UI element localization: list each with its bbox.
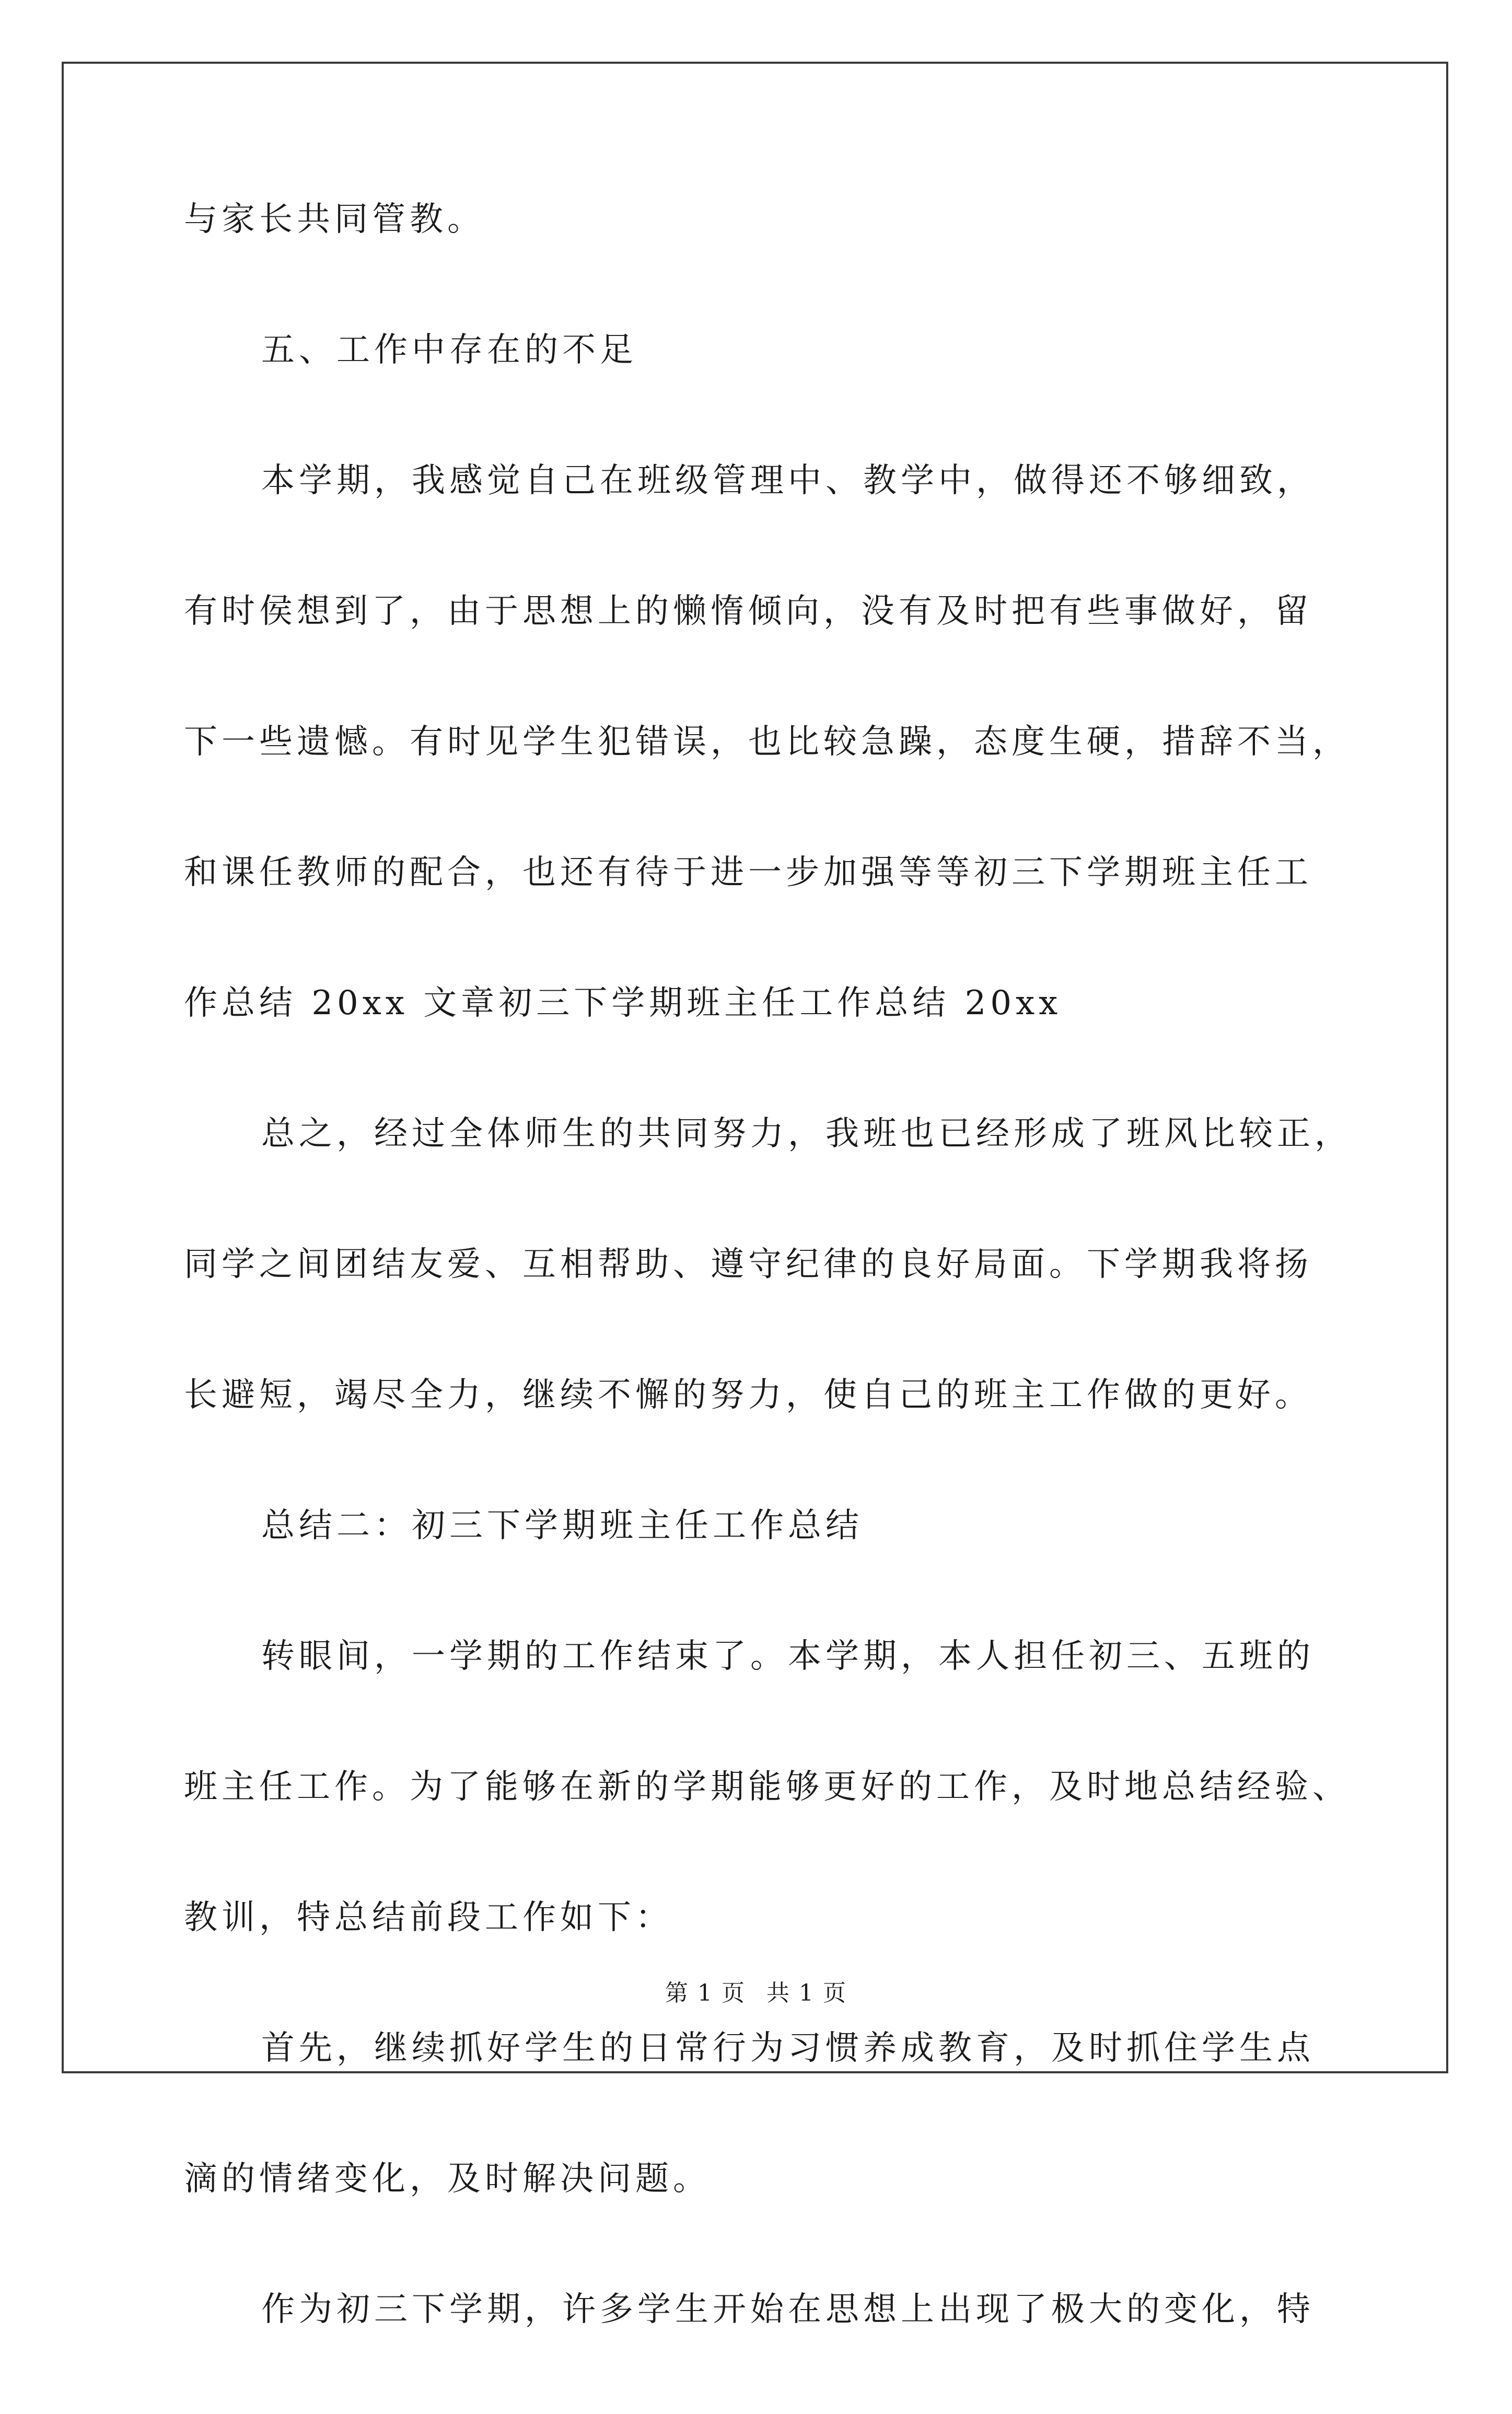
text-line: 作为初三下学期，许多学生开始在思想上出现了极大的变化，特 (261, 2290, 1315, 2329)
text-line: 作总结 20xx 文章初三下学期班主任工作总结 20xx (184, 984, 1062, 1023)
text-line: 长避短，竭尽全力，继续不懈的努力，使自己的班主工作做的更好。 (184, 1376, 1312, 1414)
text-line: 和课任教师的配合，也还有待于进一步加强等等初三下学期班主任工 (184, 853, 1312, 892)
text-line: 有时侯想到了，由于思想上的懒惰倾向，没有及时把有些事做好，留 (184, 592, 1312, 631)
text-line: 转眼间，一学期的工作结束了。本学期，本人担任初三、五班的 (261, 1637, 1315, 1676)
text-line: 首先，继续抓好学生的日常行为习惯养成教育，及时抓住学生点 (261, 2029, 1315, 2068)
text-line: 教训，特总结前段工作如下： (184, 1898, 673, 1937)
section-heading: 五、工作中存在的不足 (261, 331, 637, 369)
page-footer (0, 1974, 1512, 2007)
text-line: 总之，经过全体师生的共同努力，我班也已经形成了班风比较正， (261, 1115, 1352, 1153)
text-line: 班主任工作。为了能够在新的学期能够更好的工作，及时地总结经验、 (184, 1768, 1350, 1806)
text-line: 下一些遗憾。有时见学生犯错误，也比较急躁，态度生硬，措辞不当， (184, 723, 1350, 761)
text-line: 与家长共同管教。 (184, 200, 485, 239)
page-total: 共 1 页 (766, 1980, 847, 2006)
document-body (184, 193, 1365, 2414)
text-line: 滴的情绪变化，及时解决问题。 (184, 2160, 711, 2198)
section-heading: 总结二：初三下学期班主任工作总结 (261, 1506, 863, 1545)
text-line: 同学之间团结友爱、互相帮助、遵守纪律的良好局面。下学期我将扬 (184, 1245, 1312, 1284)
page-number: 第 1 页 (665, 1980, 746, 2006)
text-line: 本学期，我感觉自己在班级管理中、教学中，做得还不够细致， (261, 461, 1315, 500)
